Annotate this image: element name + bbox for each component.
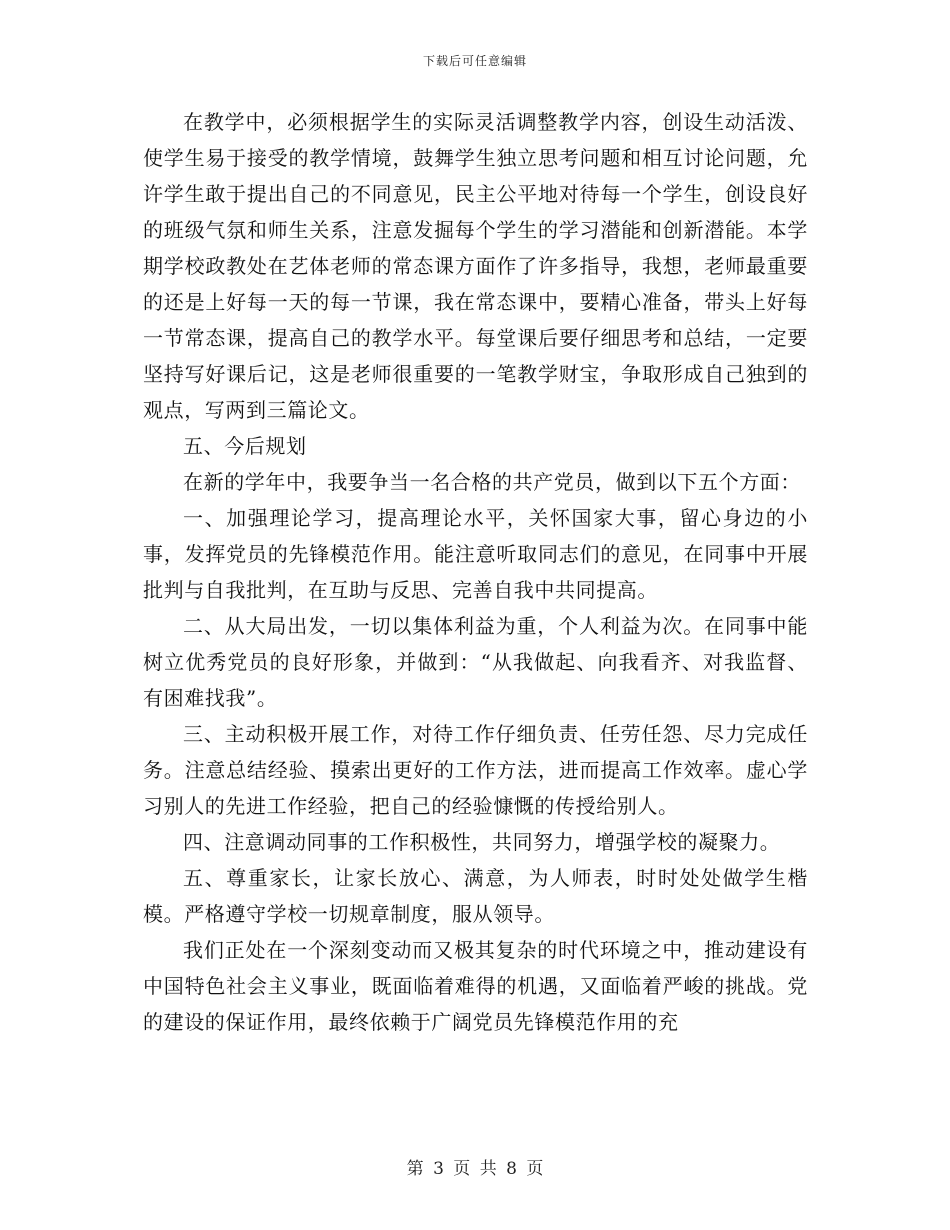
- paragraph-point-three: 三、主动积极开展工作，对待工作仔细负责、任劳任怨、尽力完成任务。注意总结经验、摸索出更好的工作方法，进而提高工作效率。虚心学习别人的先进工作经验，把自己的经验慷慨的传授给别人。: [143, 722, 808, 818]
- section-heading-future-plan: 五、今后规划: [183, 434, 307, 458]
- document-body: [143, 104, 808, 1040]
- page-header: 下载后可任意编辑: [422, 54, 527, 68]
- page-number: 第 3 页 共 8 页: [406, 1159, 544, 1179]
- paragraph-point-four: 四、注意调动同事的工作积极性，共同努力，增强学校的凝聚力。: [183, 830, 781, 854]
- paragraph-intro-five-aspects: 在新的学年中，我要争当一名合格的共产党员，做到以下五个方面：: [183, 470, 801, 494]
- paragraph-point-two: 二、从大局出发，一切以集体利益为重，个人利益为次。在同事中能树立优秀党员的良好形象，并做到：“从我做起、向我看齐、对我监督、有困难找我”。: [143, 614, 808, 710]
- paragraph-point-one: 一、加强理论学习，提高理论水平，关怀国家大事，留心身边的小事，发挥党员的先锋模范作用。能注意听取同志们的意见，在同事中开展批判与自我批判，在互助与反思、完善自我中共同提高。: [143, 506, 808, 602]
- paragraph-closing: 我们正处在一个深刻变动而又极其复杂的时代环境之中，推动建设有中国特色社会主义事业，既面临着难得的机遇，又面临着严峻的挑战。党的建设的保证作用，最终依赖于广阔党员先锋模范作用的充: [143, 938, 808, 1034]
- paragraph-teaching: 在教学中，必须根据学生的实际灵活调整教学内容，创设生动活泼、使学生易于接受的教学情境，鼓舞学生独立思考问题和相互讨论问题，允许学生敢于提出自己的不同意见，民主公平地对待每一个学生，创设良好的班级气氛和师生关系，注意发掘每个学生的学习潜能和创新潜能。本学期学校政教处在艺体老师的常态课方面作了许多指导，我想，老师最重要的还是上好每一天的每一节课，我在常态课中，要精心准备，带头上好每一节常态课，提高自己的教学水平。每堂课后要仔细思考和总结，一定要坚持写好课后记，这是老师很重要的一笔教学财宝，争取形成自己独到的观点，写两到三篇论文。: [143, 110, 808, 422]
- paragraph-point-five: 五、尊重家长，让家长放心、满意，为人师表，时时处处做学生楷模。严格遵守学校一切规章制度，服从领导。: [143, 866, 808, 926]
